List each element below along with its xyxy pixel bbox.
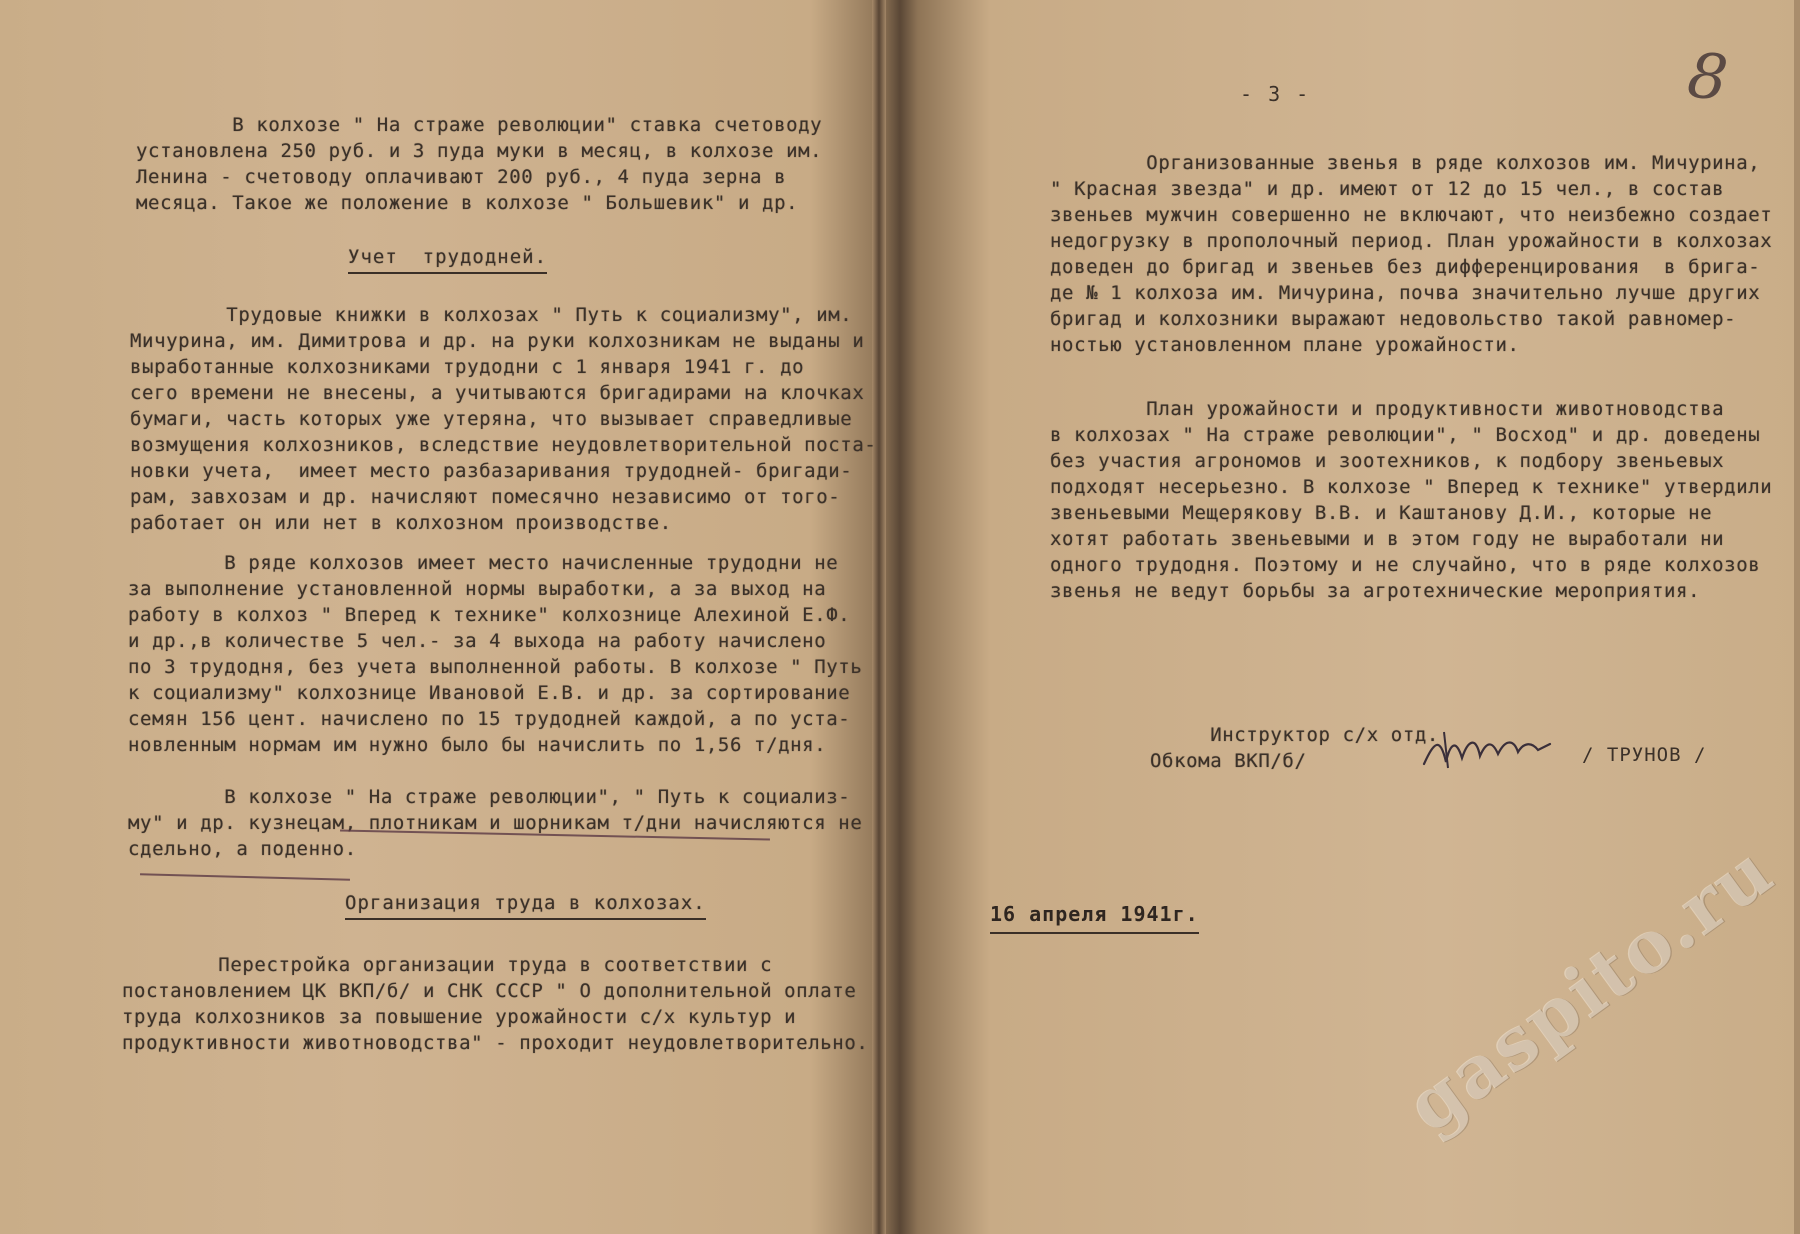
archive-page-number: 8 [1684,38,1732,115]
left-paragraph-workday-accrual: В ряде колхозов имеет место начисленные трудодни не за выполнение установленной нормы выработки, а за выход на работу в колхоз " Вперед к технике" колхознице Алехиной Е.Ф. и др.,в количестве 5 чел.- за 4 выхода на работу начислено по 3 трудодня, без учета выполненной работы. В колхозе " Путь к социализму" колхознице Ивановой Е.В. и др. за сортирование семян 156 цент. начислено по 15 трудодней каждой, а по уста- новленным нормам им нужно было бы начислить по 1,56 т/дня. [128,552,863,756]
pen-line-left [140,873,350,880]
page-number: - 3 - [1240,82,1311,106]
left-paragraph-accountant-pay: В колхозе " На страже революции" ставка счетоводу установлена 250 руб. и 3 пуда муки в месяц, в колхозе им. Ленина - счетоводу оплачивают 200 руб., 4 пуда зерна в месяца. Такое же положение в колхозе " Большевик" и др. [136,114,823,214]
page-edge [1794,0,1800,1234]
right-paragraph-units: Организованные звенья в ряде колхозов им. Мичурина, " Красная звезда" и др. имеют от 12 до 15 чел., в состав звеньев мужчин совершенно не включают, что неизбежно создает недогрузку в прополочный период. План урожайности в колхозах доведен до бригад и звеньев без дифференцирования в брига- де № 1 колхоза им. Мичурина, почва значительно лучше других бригад и колхозники выражают недовольство такой равномер- ностью установленном плане урожайности. [1050,152,1773,356]
book-spine [872,0,886,1234]
left-paragraph-labor-books: Трудовые книжки в колхозах " Путь к социализму", им. Мичурина, им. Димитрова и др. на руки колхозникам не выданы и выработанные колхозниками трудодни с 1 января 1941 г. до сего времени не внесены, а учитываются бригадирами на клочках бумаги, часть которых уже утеряна, что вызывает справедливые возмущения колхозников, вследствие неудовлетворительной поста- новки учета, имеет место разбазаривания трудодней- бригади- рам, завхозам и др. начисляют помесячно независимо от того- работает он или нет в колхозном производстве. [130,304,877,534]
document-date: 16 апреля 1941г. [990,902,1199,934]
heading-labor-organization: Организация труда в колхозах. [345,892,706,920]
left-paragraph-reorganization: Перестройка организации труда в соответствии с постановлением ЦК ВКП/б/ и СНК СССР " О дополнительной оплате труда колхозников за повышение урожайности с/х культур и продуктивности животноводства" - проходит неудовлетворительно. [122,954,869,1054]
right-paragraph-yield-plan: План урожайности и продуктивности животноводства в колхозах " На страже революции", " Восход" и др. доведены без участия агрономов и зоотехников, к подбору звеньевых подходят несерьезно. В колхозе " Вперед к технике" утвердили звеньевыми Мещерякову В.В. и Каштанову Д.И., которые не хотят работать звеньевыми и в этом году не выработали ни одного трудодня. Поэтому и не случайно, что в ряде колхозов звенья не ведут борьбы за агротехнические мероприятия. [1050,398,1773,602]
handwritten-signature [1420,722,1560,778]
heading-workday-accounting: Учет трудодней. [348,246,547,274]
signature-title: Инструктор с/х отд. Обкома ВКП/б/ [1150,724,1439,772]
left-paragraph-blacksmiths: В колхозе " На страже революции", " Путь к социализ- му" и др. кузнецам, плотникам и шорникам т/дни начисляются не сдельно, а поденно. [128,786,863,860]
site-watermark: gaspito.ru [1390,826,1789,1149]
left-page [0,0,877,1234]
signature-name: / ТРУНОВ / [1582,744,1707,766]
